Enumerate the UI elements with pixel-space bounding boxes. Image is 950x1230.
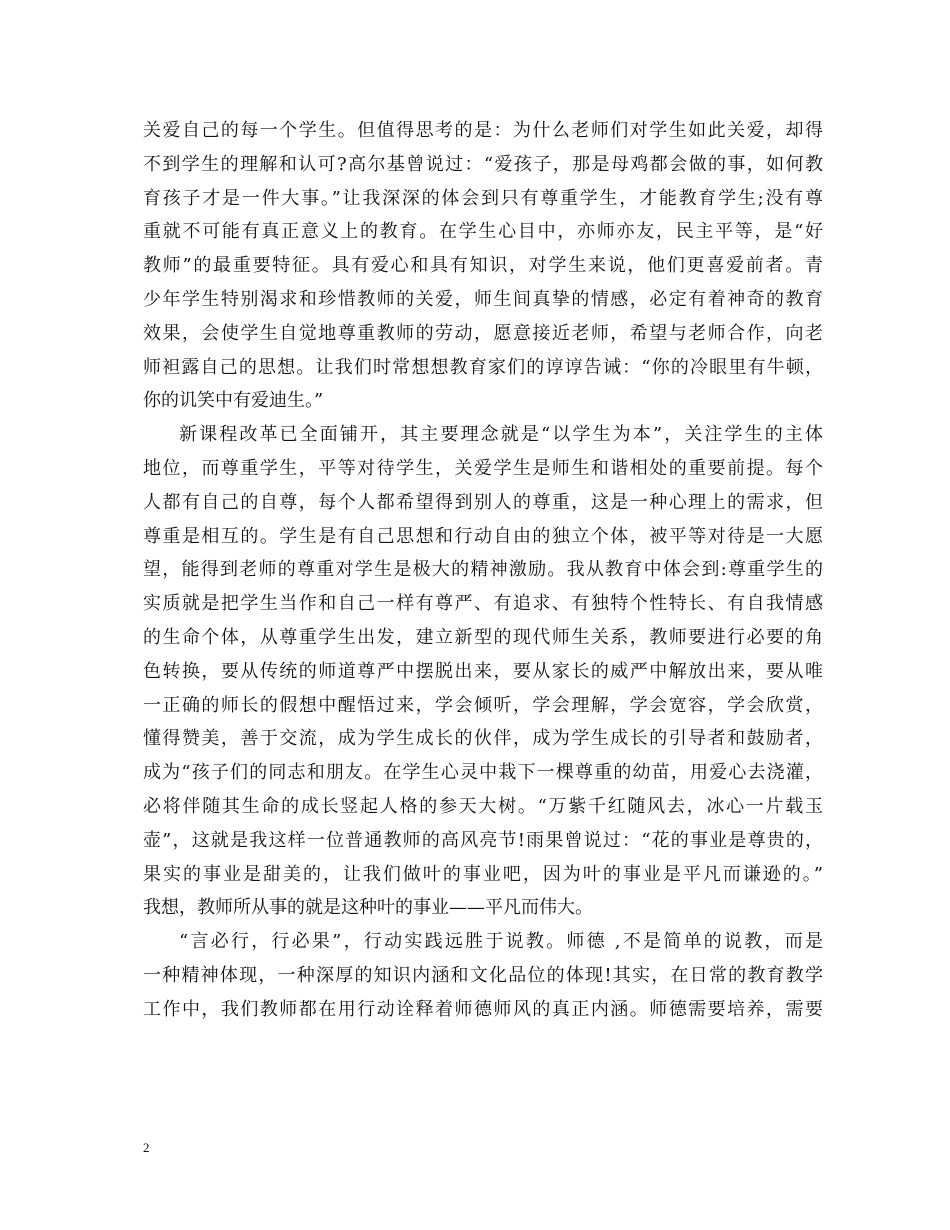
text-line: “言必行，行必果”，行动实践远胜于说教。师德 ,不是简单的说教，而是 (179, 931, 823, 953)
text-line: 壶”，这就是我这样一位普通教师的高风亮节!雨果曾说过：“花的事业是尊贵的， (143, 829, 823, 851)
text-line: 懂得赞美，善于交流，成为学生成长的伙伴，成为学生成长的引导者和鼓励者， (143, 728, 823, 750)
text-line: 实质就是把学生当作和自己一样有尊严、有追求、有独特个性特长、有自我情感 (143, 593, 823, 615)
text-line: 效果，会使学生自觉地尊重教师的劳动，愿意接近老师，希望与老师合作，向老 (143, 322, 823, 344)
text-line: 工作中，我们教师都在用行动诠释着师德师风的真正内涵。师德需要培养，需要 (143, 998, 823, 1020)
text-line: 我想，教师所从事的就是这种叶的事业——平凡而伟大。 (143, 897, 593, 919)
text-line: 你的讥笑中有爱迪生。” (143, 390, 324, 412)
text-line: 望，能得到老师的尊重对学生是极大的精神激励。我从教育中体会到:尊重学生的 (143, 559, 823, 581)
paragraph (143, 925, 823, 1026)
text-line: 少年学生特别渴求和珍惜教师的关爱，师生间真挚的情感，必定有着神奇的教育 (143, 288, 823, 310)
text-line: 关爱自己的每一个学生。但值得思考的是：为什么老师们对学生如此关爱，却得 (143, 120, 823, 141)
text-line: 重就不可能有真正意义上的教育。在学生心目中，亦师亦友，民主平等，是“好 (143, 221, 823, 243)
paragraph (143, 418, 823, 925)
page-number: 2 (143, 1140, 150, 1155)
text-line: 一种精神体现，一种深厚的知识内涵和文化品位的体现!其实，在日常的教育教学 (143, 964, 823, 986)
text-line: 新课程改革已全面铺开，其主要理念就是“以学生为本”，关注学生的主体 (179, 424, 823, 446)
text-line: 必将伴随其生命的成长竖起人格的参天大树。“万紫千红随风去，冰心一片载玉 (143, 795, 823, 817)
text-line: 教师”的最重要特征。具有爱心和具有知识，对学生来说，他们更喜爱前者。青 (143, 255, 823, 277)
text-line: 成为“孩子们的同志和朋友。在学生心灵中栽下一棵尊重的幼苗，用爱心去浇灌， (143, 762, 823, 784)
text-line: 色转换，要从传统的师道尊严中摆脱出来，要从家长的威严中解放出来，要从唯 (143, 660, 823, 682)
text-line: 育孩子才是一件大事。”让我深深的体会到只有尊重学生，才能教育学生;没有尊 (143, 187, 823, 209)
text-line: 地位，而尊重学生，平等对待学生，关爱学生是师生和谐相处的重要前提。每个 (143, 457, 823, 479)
text-line: 人都有自己的自尊，每个人都希望得到别人的尊重，这是一种心理上的需求，但 (143, 491, 823, 513)
text-line: 不到学生的理解和认可?高尔基曾说过：“爱孩子，那是母鸡都会做的事，如何教 (143, 153, 823, 175)
text-line: 果实的事业是甜美的，让我们做叶的事业吧，因为叶的事业是平凡而谦逊的。” (143, 863, 823, 885)
body-text (143, 114, 823, 1027)
text-line: 师袒露自己的思想。让我们时常想想教育家们的谆谆告诫：“你的冷眼里有牛顿， (143, 356, 823, 378)
paragraph (143, 114, 823, 418)
text-line: 的生命个体，从尊重学生出发，建立新型的现代师生关系，教师要进行必要的角 (143, 626, 823, 648)
text-line: 一正确的师长的假想中醒悟过来，学会倾听，学会理解，学会宽容，学会欣赏， (143, 694, 823, 716)
text-line: 尊重是相互的。学生是有自己思想和行动自由的独立个体，被平等对待是一大愿 (143, 525, 823, 547)
